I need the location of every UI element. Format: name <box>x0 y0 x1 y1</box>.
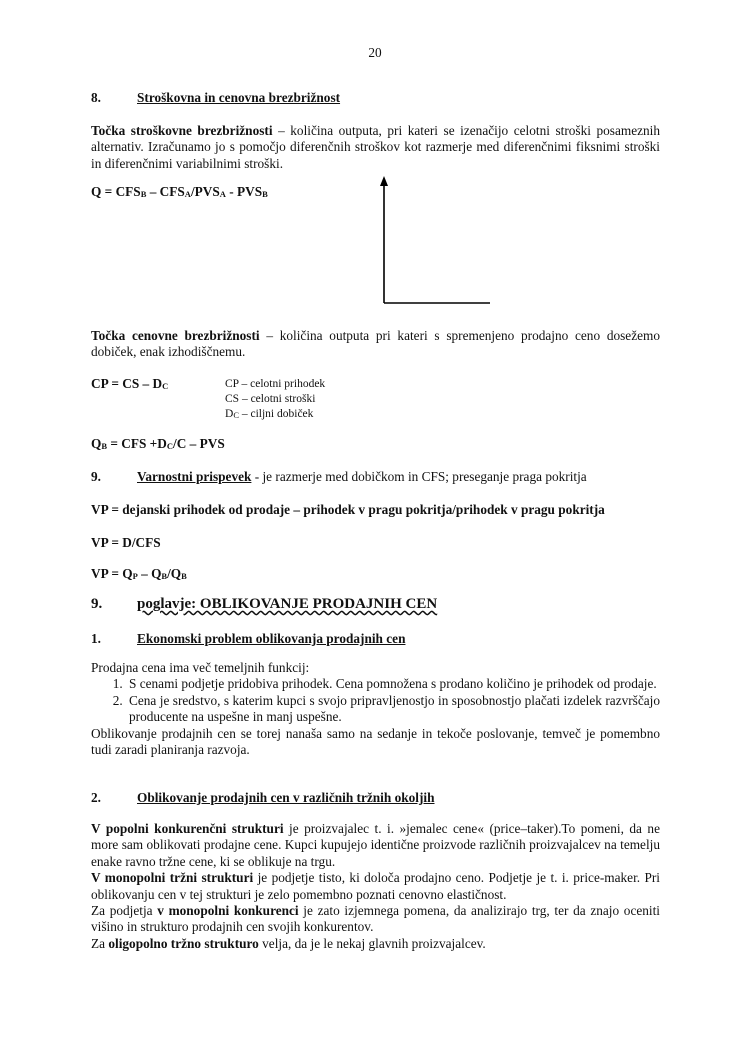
formula-part: – CFS <box>146 184 185 199</box>
monopoly <box>91 870 660 903</box>
perfect-competition <box>91 821 660 870</box>
term: V popolni konkurenčni strukturi <box>91 821 284 836</box>
section-title: Oblikovanje prodajnih cen v različnih tržnih okoljih <box>137 790 435 805</box>
paragraph-cost-indifference <box>91 123 660 172</box>
chapter-number: 9. <box>91 596 103 612</box>
definition: – količina outputa pri kateri s spremenjeno prodajno ceno dosežemo dobiček, enak izhodiščnemu. <box>91 328 661 360</box>
formula-part: - PVS <box>225 184 263 199</box>
text: je zato izjemnega pomena, da analizirajo trg, ter da znajo oceniti višino in strukturo prodajnih cen svojih konkurentov. <box>91 903 660 935</box>
section-2-heading <box>91 790 660 806</box>
formula-vp-3 <box>91 566 660 583</box>
intro-text: Prodajna cena ima več temeljnih funkcij: <box>91 660 310 675</box>
page-number: 20 <box>368 45 382 60</box>
subscript: B <box>161 571 168 581</box>
paragraph-market-structures <box>91 821 660 952</box>
subscript: C <box>162 381 169 391</box>
subscript: A <box>184 189 191 199</box>
section-number: 8. <box>91 90 101 105</box>
monopolistic-competition <box>91 903 660 936</box>
subscript: C <box>166 441 174 451</box>
subscript: P <box>132 571 138 581</box>
term: Točka stroškovne brezbrižnosti <box>91 123 273 138</box>
formula-part: Q <box>91 436 102 451</box>
text: Za <box>91 935 109 951</box>
term: oligopolno tržno strukturo <box>108 935 259 951</box>
formula-part: Q = CFS <box>91 184 141 199</box>
subscript: A <box>219 189 226 199</box>
list-item: 1. S cenami podjetje pridobiva prihodek. Cena pomnožena s prodano količino je prihodek od prodaje. <box>126 676 660 692</box>
definition: – količina outputa, pri kateri se izenačijo celotni stroški posameznih alternativ. Izračunamo jo s pomočjo diferenčnih stroškov kot razmerje med diferenčnimi fiksnimi stroški in diferenčnimi variabilnimi stroški. <box>91 123 660 171</box>
section-8-heading <box>91 90 660 106</box>
paragraph-price-indifference <box>91 328 660 361</box>
formula-cp <box>91 376 660 393</box>
text: Za podjetja <box>91 903 158 919</box>
axes-diagram <box>370 172 500 312</box>
term: Točka cenovne brezbrižnosti <box>91 328 260 343</box>
text: velja, da je le nekaj glavnih proizvajalcev. <box>258 935 486 951</box>
formula-part: – Q <box>137 566 162 581</box>
subscript: B <box>181 571 187 581</box>
section-title: Stroškovna in cenovna brezbrižnost <box>137 90 341 105</box>
formula-legend <box>225 377 325 422</box>
section-9-heading <box>91 469 660 485</box>
formula-part: CP = CS – D <box>91 376 163 391</box>
legend-part: D <box>225 408 234 420</box>
section-description: - je razmerje med dobičkom in CFS; preseganje praga pokritja <box>251 469 587 484</box>
formula-vp-2: VP = D/CFS <box>91 535 161 550</box>
list-item: 2. Cena je sredstvo, s katerim kupci s svojo pripravljenostjo in sposobnostjo plačati izdelek razvrščajo producente na uspešne in manj uspešne. <box>126 693 660 726</box>
term: V monopolni tržni strukturi <box>91 870 254 886</box>
section-number: 2. <box>91 790 101 805</box>
formula-part: /Q <box>167 566 182 581</box>
legend-item: CS – celotni stroški <box>225 393 316 405</box>
section-number: 9. <box>91 469 101 484</box>
outro-text: Oblikovanje prodajnih cen se torej nanaša samo na sedanje in tekoče poslovanje, temveč je pomembno tudi zaradi planiranja razvoja. <box>91 725 660 758</box>
subscript: B <box>140 189 147 199</box>
formula-part: = CFS +D <box>107 436 167 451</box>
formula-qb <box>91 436 660 453</box>
text: je podjetje tisto, ki določa prodajno ceno. Podjetje je t. i. price-maker. Pri oblikovanju cen v tej strukturi je zelo pomembno poznati cenovno elastičnost. <box>91 870 660 902</box>
functions-list <box>91 676 660 725</box>
legend-item: CP – celotni prihodek <box>225 378 326 390</box>
formula-part: VP = Q <box>91 566 133 581</box>
subscript: B <box>262 189 268 199</box>
formula-vp-1: VP = dejanski prihodek od prodaje – prihodek v pragu pokritja/prihodek v pragu pokritja <box>91 502 605 517</box>
arrow-up-icon <box>380 176 388 186</box>
term: v monopolni konkurenci <box>157 903 299 919</box>
subscript: C <box>233 410 239 420</box>
legend-part: – ciljni dobiček <box>238 408 314 420</box>
paragraph-price-functions <box>91 660 660 758</box>
chapter-heading <box>91 596 660 612</box>
subscript: B <box>101 441 108 451</box>
text: je proizvajalec t. i. »jemalec cene« (price–taker).To pomeni, da ne more sam oblikovati prodajne cene. Kupci kupujejo identične proizvode različnih proizvajalcev na temelju enake ravno tržne cene, ki se oblikuje na trgu. <box>91 821 660 869</box>
oligopoly <box>91 936 660 952</box>
section-number: 1. <box>91 631 101 646</box>
legend-item <box>225 407 325 422</box>
section-1-heading <box>91 631 660 647</box>
formula-part: /C – PVS <box>173 436 225 451</box>
formula-part: /PVS <box>190 184 220 199</box>
section-title: Ekonomski problem oblikovanja prodajnih cen <box>137 631 406 646</box>
section-title: Varnostni prispevek <box>137 469 252 484</box>
chapter-title: poglavje: OBLIKOVANJE PRODAJNIH CEN <box>137 596 438 612</box>
